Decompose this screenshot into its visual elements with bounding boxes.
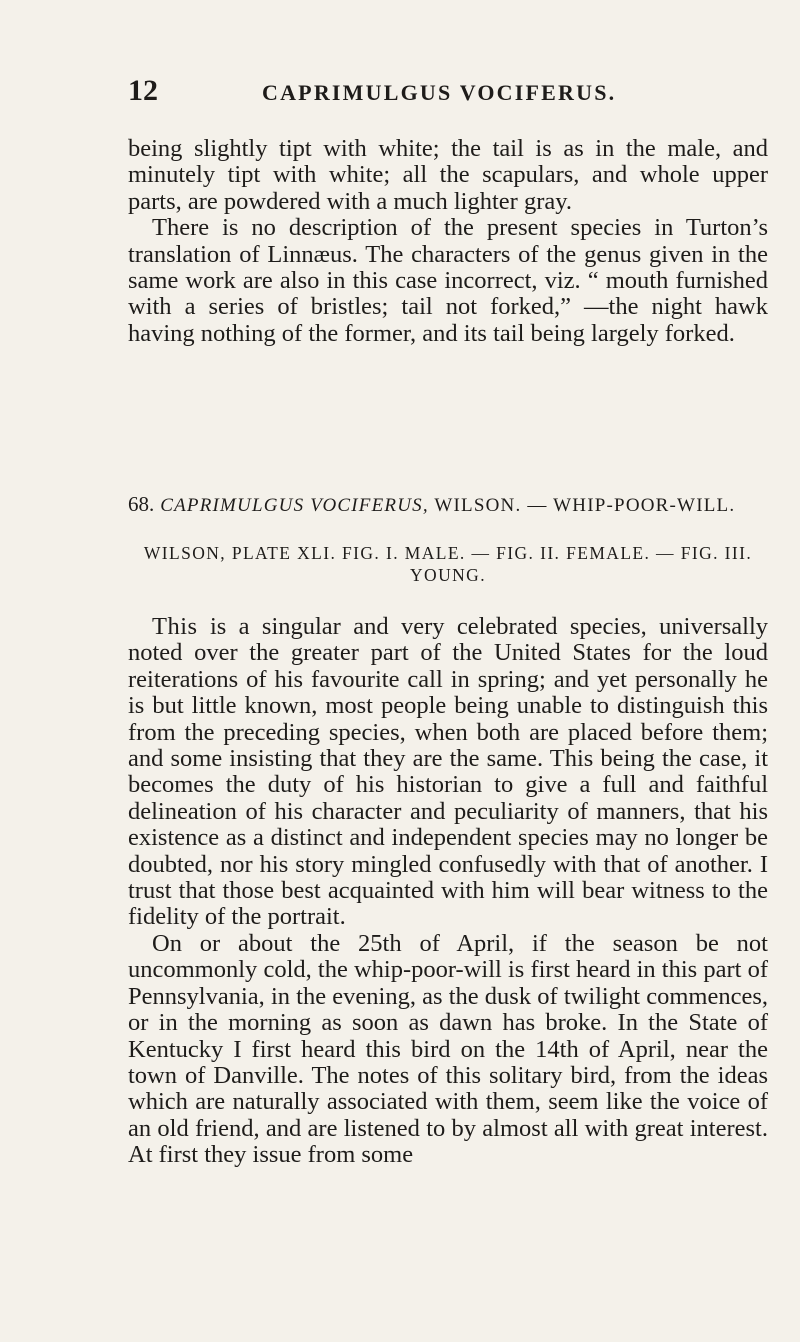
species-latin-name: CAPRIMULGUS VOCIFERUS, [160,495,429,516]
species-common-name: WILSON. — WHIP-POOR-WILL. [434,495,736,516]
paragraph: There is no description of the present species in Turton’s translation of Linnæus. The characters of the genus given in the same work are also in this case incorrect, viz. “ mouth furnished with a series of bristles; tail not forked,” —the night hawk having nothing of the former, and its tail being largely forked. [128,214,768,347]
page-header-title: CAPRIMULGUS VOCIFERUS. [262,80,617,105]
plate-reference: WILSON, PLATE XLI. FIG. I. MALE. — FIG. II. FEMALE. — FIG. III. YOUNG. [143,543,753,585]
section-text [128,614,768,1169]
running-head [128,74,768,114]
lead-word: This [152,613,198,640]
species-heading [128,492,768,517]
paragraph: On or about the 25th of April, if the season be not uncommonly cold, the whip-poor-will is first heard in this part of Pennsylvania, in the evening, as the dusk of twilight commences, or in the morning as soon as dawn has broke. In the State of Kentucky I first heard this bird on the 14th of April, near the town of Danville. The notes of this solitary bird, from the ideas which are naturally associated with them, seem like the voice of an old friend, and are listened to by almost all with great interest. At first they issue from some [128,929,768,1169]
page-number: 12 [128,74,158,107]
paragraph: being slightly tipt with white; the tail is as in the male, and minutely tipt with white; all the scapulars, and whole upper parts, are powdered with a much lighter gray. [128,135,768,215]
continued-text [128,136,768,347]
paragraph-text: is a singular and very celebrated species, universally noted over the greater part of the United States for the loud reiterations of his favourite call in spring; and yet personally he is but little known, most people being unable to distinguish this from the preceding species, when both are placed before them; and some insisting that they are the same. This being the case, it becomes the duty of his historian to give a full and faithful delineation of his character and peculiarity of manners, that his existence as a distinct and independent species may no longer be doubted, nor his story mingled confusedly with that of another. I trust that those best acquainted with him will bear witness to the fidelity of the portrait. [128,613,768,931]
paragraph [128,614,768,931]
species-number: 68. [128,492,155,516]
